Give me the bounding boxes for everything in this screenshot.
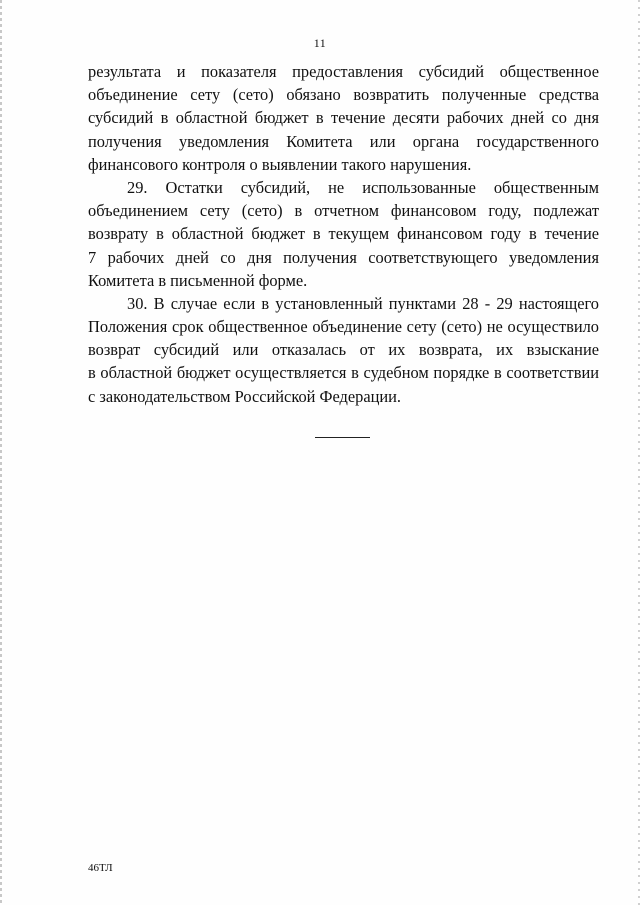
text-line: возврат субсидий или отказалась от их возврата, их взыскание	[88, 340, 599, 360]
end-separator-line	[315, 437, 370, 438]
text-line: возврату в областной бюджет в текущем финансовом году в течение	[88, 224, 599, 244]
text-line: получения уведомления Комитета или органа государственного	[88, 131, 599, 151]
text-line: Положения срок общественное объединение сету (сето) не осуществило	[88, 317, 599, 337]
scan-edge-left	[0, 0, 2, 905]
paragraph-remainder-28	[88, 60, 599, 176]
text-line: финансового контроля о выявлении такого нарушения.	[88, 154, 472, 174]
text-line: Комитета в письменной форме.	[88, 270, 308, 290]
footer-document-code: 46ТЛ	[88, 862, 113, 874]
document-body	[88, 60, 599, 408]
paragraph-30	[88, 292, 599, 408]
text-line: объединение сету (сето) обязано возвратить полученные средства	[88, 85, 599, 105]
text-line: с законодательством Российской Федерации.	[88, 386, 402, 406]
text-line: субсидий в областной бюджет в течение десяти рабочих дней со дня	[88, 108, 599, 128]
text-line: 7 рабочих дней со дня получения соответствующего уведомления	[88, 247, 599, 267]
text-line: объединением сету (сето) в отчетном финансовом году, подлежат	[88, 201, 599, 221]
text-line: 30. В случае если в установленный пунктами 28 - 29 настоящего	[127, 293, 599, 313]
text-line: результата и показателя предоставления субсидий общественное	[88, 62, 599, 81]
page-number: 11	[313, 36, 327, 50]
text-line: 29. Остатки субсидий, не использованные общественным	[127, 177, 599, 197]
paragraph-29	[88, 176, 599, 292]
text-line: в областной бюджет осуществляется в судебном порядке в соответствии	[88, 363, 599, 383]
